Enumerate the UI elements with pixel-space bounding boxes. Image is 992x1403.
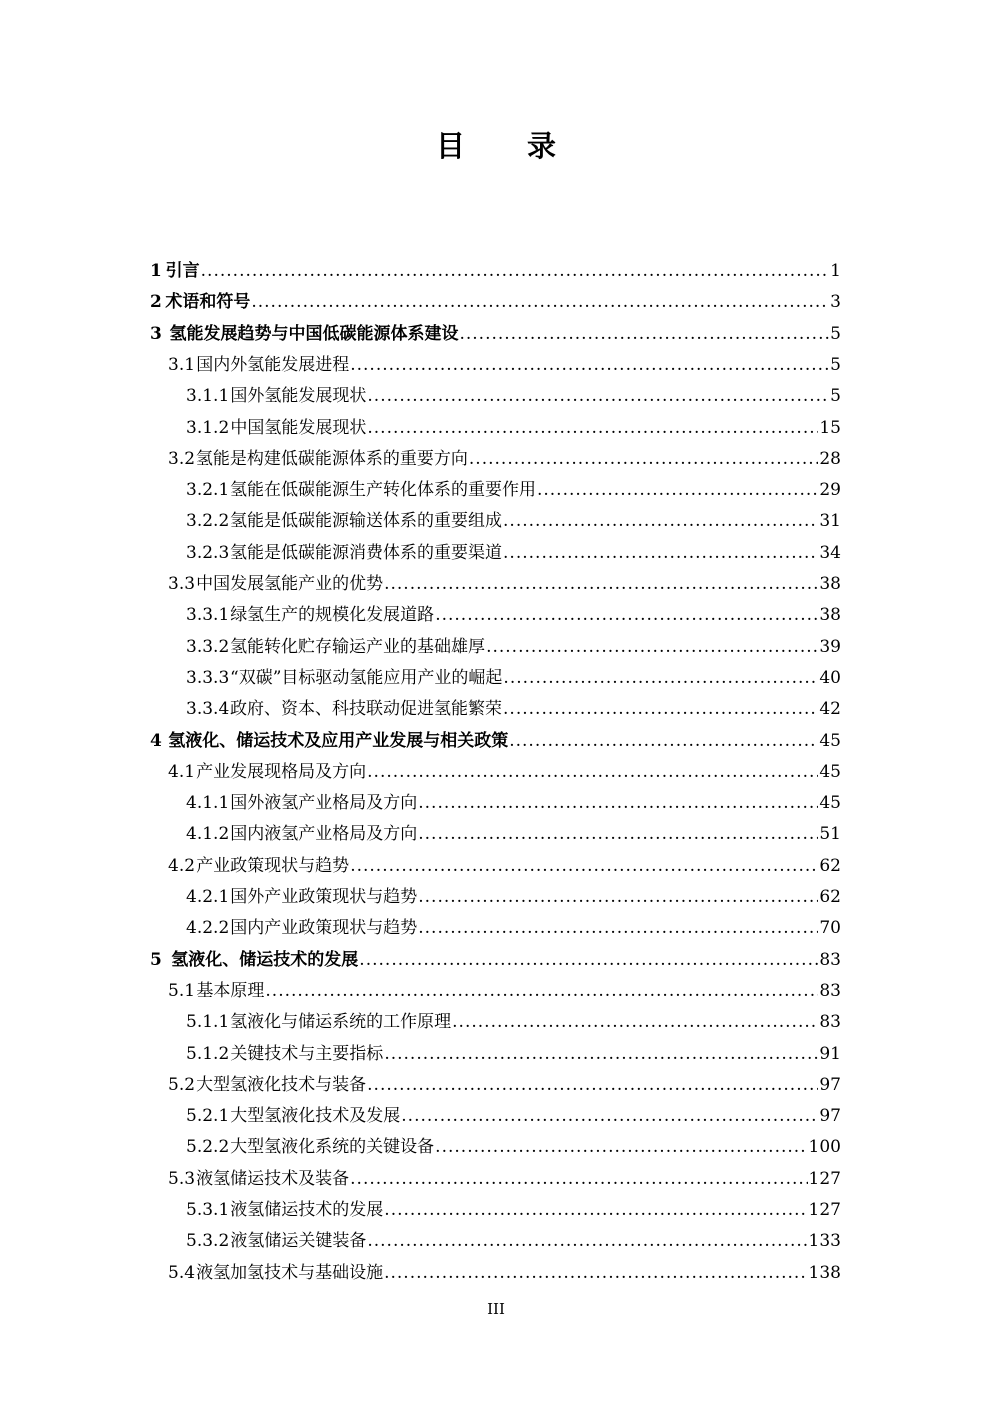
toc-entry-number: 3.2: [168, 448, 196, 469]
toc-dot-leader: [401, 1105, 818, 1127]
toc-entry-page: 45: [819, 793, 841, 814]
toc-entry-label: 氢液化、储运技术的发展: [171, 949, 359, 970]
toc-entry-page: 29: [819, 480, 841, 501]
toc-entry-page: 100: [808, 1137, 841, 1158]
toc-entry-label: “双碳”目标驱动氢能应用产业的崛起: [230, 667, 503, 688]
toc-dot-leader: [418, 917, 818, 939]
toc-entry-label: 大型氢液化技术与装备: [196, 1074, 367, 1095]
toc-dot-leader: [469, 448, 818, 470]
toc-entry[interactable]: [186, 1096, 841, 1127]
toc-dot-leader: [384, 1199, 807, 1221]
toc-entry-number: 4.2.2: [186, 918, 230, 939]
toc-dot-leader: [384, 1043, 818, 1065]
toc-entry-label: 中国发展氢能产业的优势: [196, 574, 384, 594]
toc-entry-label: 液氢储运技术的发展: [230, 1200, 384, 1220]
toc-entry-page: 42: [819, 699, 841, 720]
toc-entry-page: 40: [819, 667, 841, 688]
toc-dot-leader: [503, 667, 818, 689]
toc-entry-label: 绿氢生产的规模化发展道路: [230, 605, 435, 626]
toc-dot-leader: [435, 604, 818, 626]
toc-entry-label: 氢液化、储运技术及应用产业发展与相关政策: [168, 730, 509, 751]
toc-entry-page: 138: [808, 1262, 841, 1283]
toc-dot-leader: [459, 323, 829, 345]
toc-entry[interactable]: [186, 1221, 841, 1252]
toc-entry-number: 5.2.1: [186, 1106, 230, 1127]
toc-entry[interactable]: [150, 940, 841, 971]
toc-entry[interactable]: [186, 376, 841, 407]
toc-dot-leader: [265, 980, 818, 1002]
toc-entry-number: 5.2.2: [186, 1137, 230, 1158]
toc-entry[interactable]: [168, 1065, 841, 1096]
toc-entry[interactable]: [186, 533, 841, 564]
toc-entry-number: 2: [150, 292, 162, 313]
toc-dot-leader: [251, 291, 829, 313]
toc-entry-number: 5.1: [168, 980, 196, 1001]
toc-entry-number: 3.1.2: [186, 417, 230, 438]
toc-entry-number: 3.1.1: [186, 386, 230, 407]
toc-entry[interactable]: [168, 439, 841, 470]
toc-entry-page: 91: [819, 1043, 841, 1064]
toc-entry-number: 3.3.4: [186, 699, 230, 720]
toc-entry[interactable]: [186, 814, 841, 845]
toc-entry[interactable]: [168, 1159, 841, 1190]
toc-entry-page: 127: [808, 1168, 841, 1189]
toc-entry-label: 术语和符号: [165, 292, 251, 313]
toc-entry-label: 氢液化与储运系统的工作原理: [230, 1012, 452, 1033]
toc-entry[interactable]: [168, 752, 841, 783]
toc-entry-page: 28: [819, 448, 841, 469]
toc-entry-page: 97: [819, 1074, 841, 1095]
toc-dot-leader: [384, 1262, 807, 1284]
toc-entry[interactable]: [186, 877, 841, 908]
toc-entry-number: 3.2.1: [186, 480, 230, 501]
toc-entry-number: 3.1: [168, 354, 196, 375]
toc-entry-page: 31: [819, 511, 841, 532]
toc-entry-number: 5.1.2: [186, 1043, 230, 1064]
toc-entry-label: 氢能是低碳能源消费体系的重要渠道: [230, 542, 503, 563]
toc-entry-number: 5.4: [168, 1262, 196, 1283]
toc-entry-number: 5.3.1: [186, 1200, 230, 1220]
toc-entry-label: 氢能在低碳能源生产转化体系的重要作用: [229, 480, 536, 501]
toc-dot-leader: [486, 636, 818, 658]
toc-entry-page: 45: [819, 761, 841, 782]
toc-entry[interactable]: [168, 846, 841, 877]
toc-entry-label: 政府、资本、科技联动促进氢能繁荣: [230, 699, 503, 720]
toc-entry[interactable]: [168, 564, 841, 595]
toc-dot-leader: [418, 792, 818, 814]
toc-entry-label: 氢能是构建低碳能源体系的重要方向: [195, 448, 468, 469]
toc-entry-page: 34: [819, 542, 841, 563]
toc-entry-number: 4.1: [168, 761, 196, 782]
toc-entry[interactable]: [168, 971, 841, 1002]
page-number: III: [487, 1300, 505, 1318]
toc-entry-page: 62: [819, 887, 841, 907]
toc-entry-number: 5.1.1: [186, 1012, 230, 1033]
toc-entry-label: 大型氢液化系统的关键设备: [230, 1137, 435, 1158]
toc-entry[interactable]: [186, 658, 841, 689]
toc-entry-label: 液氢储运技术及装备: [196, 1168, 350, 1189]
toc-entry-page: 83: [819, 980, 841, 1001]
toc-dot-leader: [350, 855, 818, 877]
toc-dot-leader: [367, 1074, 818, 1096]
toc-entry-label: 国内外氢能发展进程: [196, 354, 350, 375]
toc-entry[interactable]: [186, 689, 841, 720]
toc-entry-label: 氢能发展趋势与中国低碳能源体系建设: [169, 323, 459, 344]
toc-entry[interactable]: [186, 408, 841, 439]
toc-entry-label: 中国氢能发展现状: [230, 417, 367, 438]
toc-entry-page: 127: [808, 1200, 841, 1220]
toc-entry-page: 3: [830, 292, 841, 313]
toc-entry[interactable]: [150, 721, 841, 752]
toc-entry-page: 45: [819, 730, 841, 751]
toc-entry[interactable]: [186, 470, 841, 501]
toc-entry-label: 大型氢液化技术及发展: [230, 1106, 401, 1127]
toc-entry-label: 液氢储运关键装备: [230, 1231, 367, 1252]
toc-entry[interactable]: [186, 1002, 841, 1033]
toc-entry-label: 氢能转化贮存输运产业的基础雄厚: [230, 636, 486, 657]
toc-dot-leader: [503, 698, 818, 720]
toc-dot-leader: [418, 886, 818, 908]
toc-dot-leader: [509, 730, 818, 752]
toc-entry-label: 国外氢能发展现状: [230, 386, 367, 407]
toc-entry-label: 国外产业政策现状与趋势: [230, 887, 418, 907]
toc-entry-page: 83: [819, 1012, 841, 1033]
toc-entry-label: 液氢加氢技术与基础设施: [196, 1262, 384, 1283]
toc-entry-number: 5: [150, 949, 162, 970]
toc-entry-page: 5: [830, 323, 841, 344]
toc-entry-page: 39: [819, 636, 841, 657]
toc-dot-leader: [359, 949, 818, 971]
toc-entry-label: 引言: [165, 261, 200, 281]
toc-entry[interactable]: [186, 595, 841, 626]
toc-entry-label: 氢能是低碳能源输送体系的重要组成: [230, 511, 503, 532]
toc-dot-leader: [367, 385, 829, 407]
toc-entry[interactable]: [150, 251, 841, 282]
toc-entry[interactable]: [186, 1034, 841, 1065]
toc-entry-number: 3: [150, 323, 162, 344]
toc-entry-page: 51: [819, 824, 841, 845]
toc-entry[interactable]: [186, 627, 841, 658]
toc-dot-leader: [418, 823, 818, 845]
toc-entry-page: 38: [819, 605, 841, 626]
toc-entry-page: 97: [819, 1106, 841, 1127]
toc-entry-page: 38: [819, 574, 841, 594]
toc-entry-number: 3.2.3: [186, 542, 230, 563]
toc-entry[interactable]: [186, 783, 841, 814]
toc-entry-number: 3.3.2: [186, 636, 230, 657]
toc-entry-page: 62: [819, 855, 841, 876]
toc-entry-label: 关键技术与主要指标: [230, 1043, 384, 1064]
toc-entry-number: 5.3: [168, 1168, 196, 1189]
toc-entry-page: 15: [819, 417, 841, 438]
toc-entry-number: 3.2.2: [186, 511, 230, 532]
toc-entry[interactable]: [168, 345, 841, 376]
toc-entry-number: 4.2: [168, 855, 196, 876]
toc-entry-label: 国内产业政策现状与趋势: [230, 918, 418, 939]
toc-entry-page: 5: [830, 386, 841, 407]
toc-entry-label: 产业发展现格局及方向: [196, 761, 367, 782]
toc-entry-page: 1: [830, 261, 841, 281]
page-title: 目 录: [435, 129, 583, 163]
toc-dot-leader: [537, 479, 818, 501]
toc-dot-leader: [452, 1011, 818, 1033]
toc-entry-label: 国外液氢产业格局及方向: [230, 793, 418, 814]
toc-dot-leader: [350, 354, 829, 376]
toc-entry[interactable]: [150, 282, 841, 313]
toc-dot-leader: [367, 1230, 807, 1252]
toc-entry-number: 4.1.2: [186, 824, 230, 845]
toc-entry[interactable]: [186, 501, 841, 532]
toc-entry[interactable]: [186, 908, 841, 939]
toc-entry-page: 70: [819, 918, 841, 939]
toc-entry[interactable]: [168, 1253, 841, 1284]
toc-entry-number: 5.3.2: [186, 1231, 230, 1252]
toc-dot-leader: [367, 417, 818, 439]
toc-entry-number: 3.3.1: [186, 605, 230, 626]
toc-dot-leader: [503, 510, 818, 532]
toc-dot-leader: [384, 573, 818, 595]
toc-entry-label: 产业政策现状与趋势: [196, 855, 350, 876]
toc-entry-page: 133: [808, 1231, 841, 1252]
toc-entry-number: 4.1.1: [186, 793, 230, 814]
toc-entry-label: 基本原理: [196, 980, 265, 1001]
toc-entry-label: 国内液氢产业格局及方向: [230, 824, 418, 845]
toc-entry[interactable]: [186, 1127, 841, 1158]
toc-dot-leader: [503, 542, 818, 564]
toc-dot-leader: [367, 761, 818, 783]
toc-entry[interactable]: [186, 1190, 841, 1221]
toc-entry-page: 83: [819, 949, 841, 970]
toc-dot-leader: [201, 260, 830, 282]
toc-entry-number: 3.3.3: [186, 667, 230, 688]
toc-dot-leader: [435, 1136, 807, 1158]
toc-entry-page: 5: [830, 354, 841, 375]
toc-entry-number: 1: [150, 261, 162, 281]
toc-entry-number: 4.2.1: [186, 887, 230, 907]
toc-entry-number: 4: [150, 730, 162, 751]
toc-entry[interactable]: [150, 314, 841, 345]
toc-dot-leader: [350, 1168, 807, 1190]
toc-entry-number: 5.2: [168, 1074, 196, 1095]
toc-entry-number: 3.3: [168, 574, 196, 594]
